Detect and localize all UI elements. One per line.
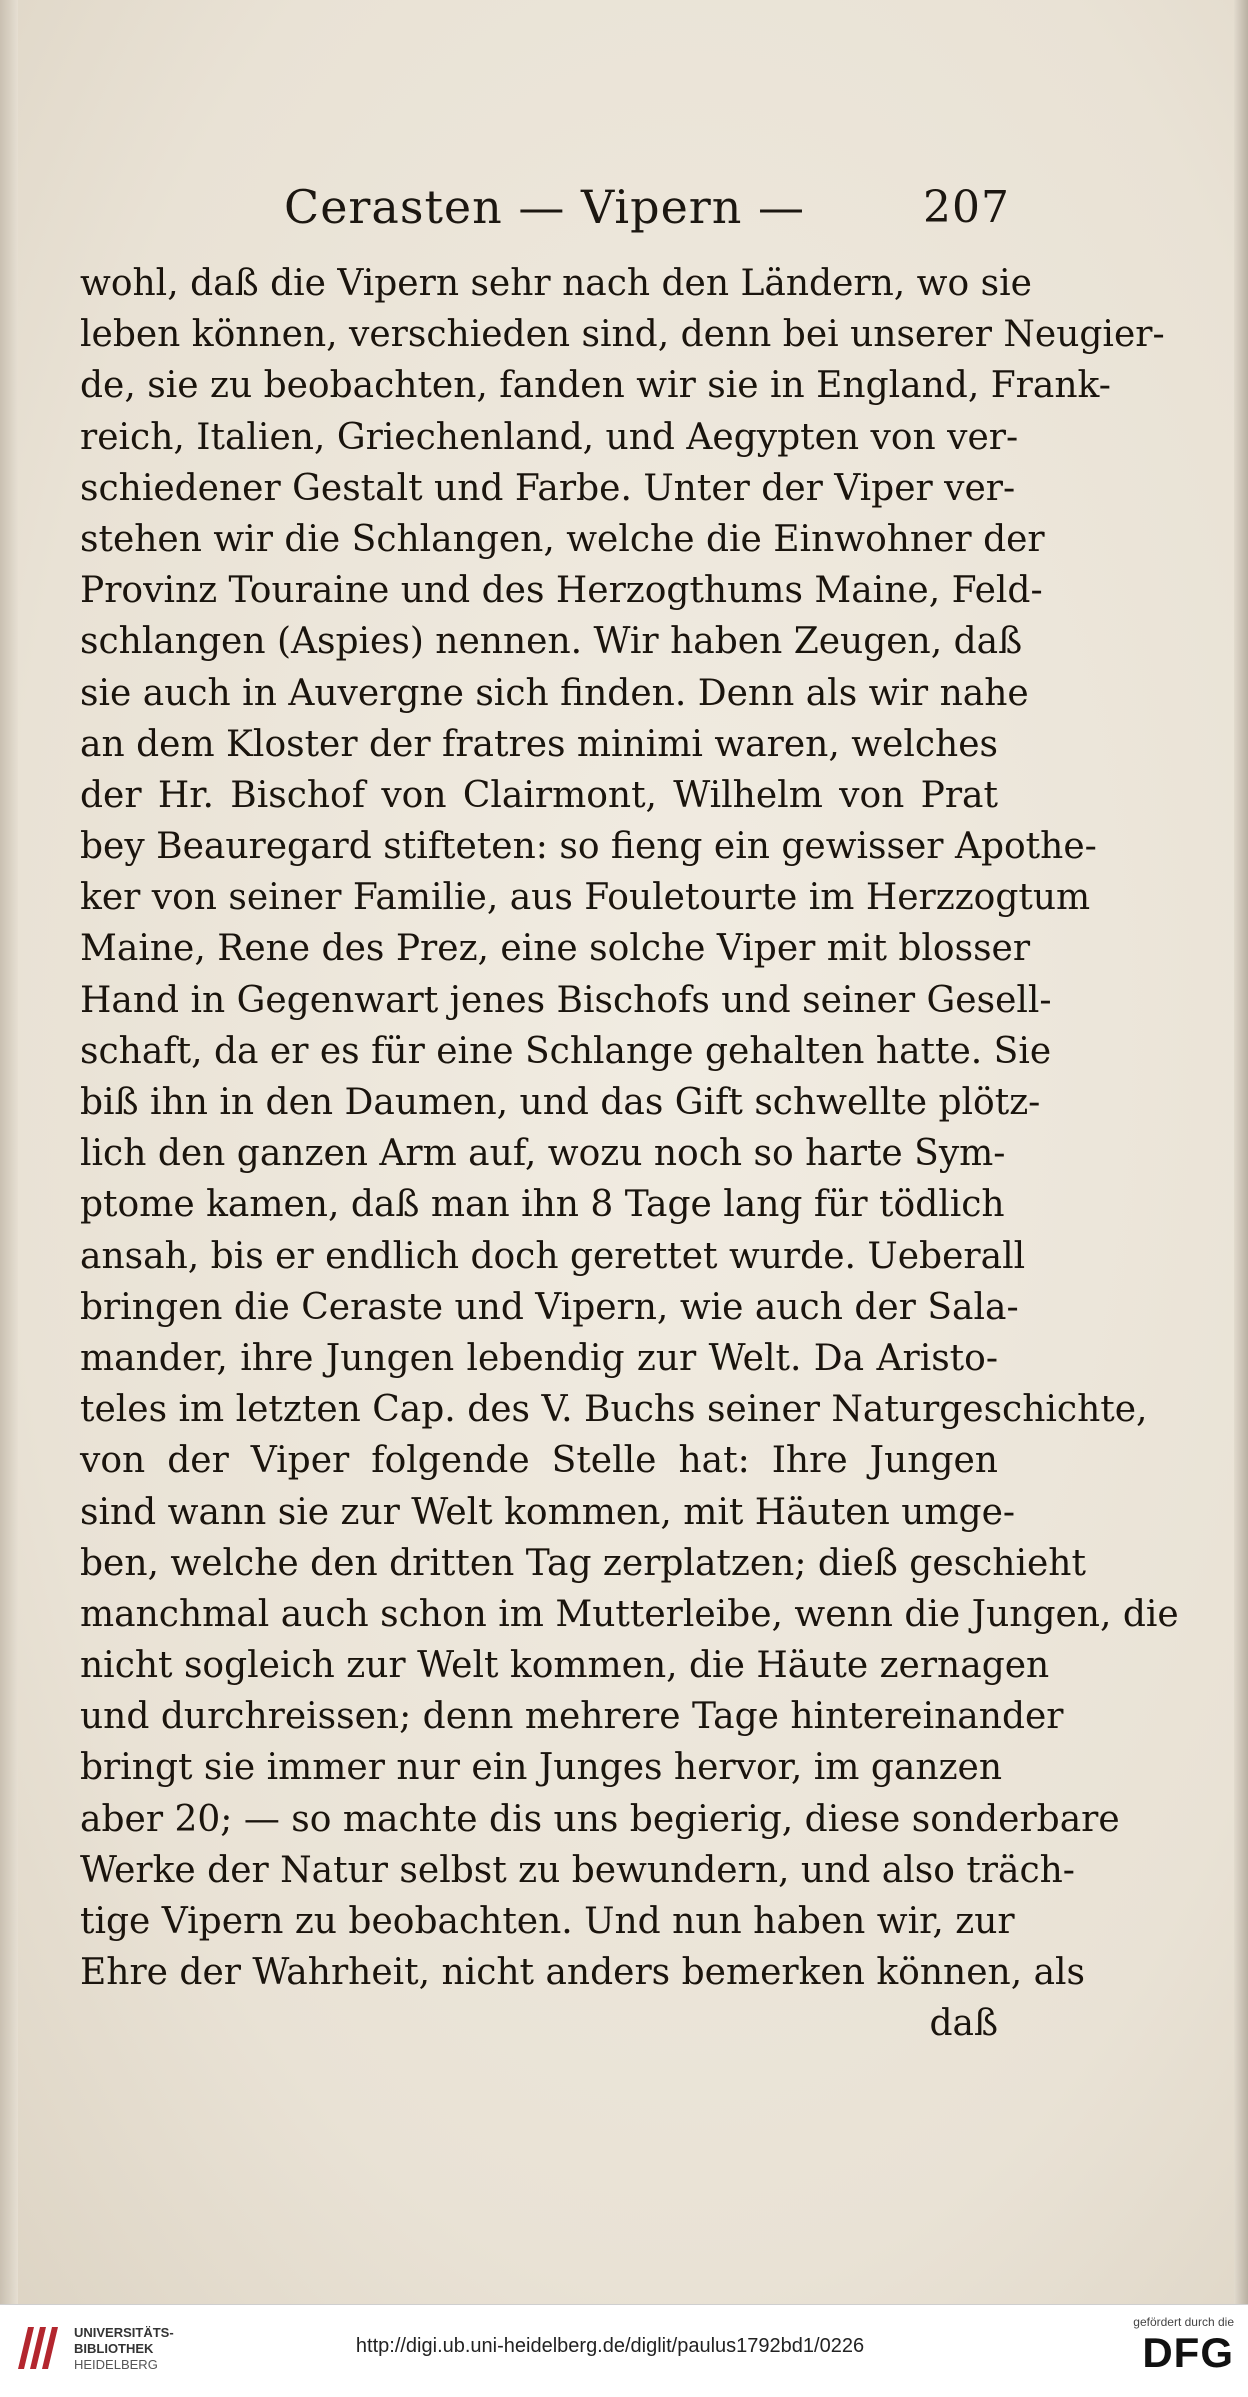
- text-line: Hand in Gegenwart jenes Bischofs und seiner Gesell-: [80, 979, 1052, 1021]
- text-line: lich den ganzen Arm auf, wozu noch so harte Sym-: [80, 1133, 1006, 1175]
- text-line: sie auch in Auvergne sich finden. Denn als wir nahe: [80, 672, 1029, 714]
- text-line: an dem Kloster der fratres minimi waren, welches: [80, 723, 998, 765]
- text-line: ben, welche den dritten Tag zerplatzen; dieß geschieht: [80, 1542, 1086, 1584]
- text-line: schaft, da er es für eine Schlange gehalten hatte. Sie: [80, 1030, 1052, 1072]
- dfg-logo[interactable]: DFG: [1142, 2329, 1234, 2376]
- text-line: biß ihn in den Daumen, und das Gift schwellte plötz-: [80, 1082, 1041, 1123]
- text-line: daß: [929, 2003, 998, 2045]
- running-head: [270, 172, 1010, 242]
- text-line: ker von seiner Familie, aus Fouletourte im Herzzogtum: [80, 877, 1091, 919]
- library-name-line: BIBLIOTHEK: [74, 2341, 154, 2356]
- text-line: Werke der Natur selbst zu bewundern, und also träch-: [80, 1849, 1075, 1891]
- text-line: Ehre der Wahrheit, nicht anders bemerken können, als: [80, 1952, 1086, 1994]
- text-line: mander, ihre Jungen lebendig zur Welt. Da Aristo-: [80, 1337, 998, 1379]
- text-line: wohl, daß die Vipern sehr nach den Ländern, wo sie: [80, 263, 1032, 304]
- text-line: nicht sogleich zur Welt kommen, die Häute zernagen: [80, 1645, 1050, 1687]
- text-line: schiedener Gestalt und Farbe. Unter der Viper ver-: [80, 467, 1016, 509]
- text-line: sind wann sie zur Welt kommen, mit Häuten umge-: [80, 1491, 1016, 1533]
- text-line: stehen wir die Schlangen, welche die Einwohner der: [80, 518, 1045, 560]
- text-line: schlangen (Aspies) nennen. Wir haben Zeugen, daß: [80, 621, 1023, 663]
- university-library-logo-icon[interactable]: [12, 2319, 62, 2379]
- running-title: Cerasten — Vipern —: [284, 180, 806, 234]
- page-right-edge: [1234, 0, 1248, 2304]
- library-name: [74, 2325, 174, 2373]
- text-line: leben können, verschieden sind, denn bei unserer Neugier-: [80, 314, 1165, 356]
- text-line: teles im letzten Cap. des V. Buchs seiner Naturgeschichte,: [80, 1389, 1148, 1431]
- page-number: 207: [923, 182, 1010, 233]
- page-left-edge: [0, 0, 18, 2304]
- text-line: reich, Italien, Griechenland, und Aegypten von ver-: [80, 416, 1019, 458]
- text-line: ansah, bis er endlich doch gerettet wurde. Ueberall: [80, 1235, 1026, 1277]
- text-line: tige Vipern zu beobachten. Und nun haben wir, zur: [80, 1901, 1015, 1942]
- text-line: aber 20; — so machte dis uns begierig, diese sonderbare: [80, 1798, 1120, 1840]
- text-line: bringt sie immer nur ein Junges hervor, im ganzen: [80, 1747, 1003, 1789]
- text-line: und durchreissen; denn mehrere Tage hintereinander: [80, 1696, 1064, 1738]
- text-line: ptome kamen, daß man ihn 8 Tage lang für tödlich: [80, 1184, 1005, 1226]
- funder: [1094, 2315, 1234, 2377]
- text-line: Provinz Touraine und des Herzogthums Maine, Feld-: [80, 570, 1043, 612]
- body-text: [80, 258, 1179, 2050]
- viewer-footer: [0, 2304, 1248, 2397]
- text-line: manchmal auch schon im Mutterleibe, wenn die Jungen, die: [80, 1593, 1179, 1635]
- library-name-line: UNIVERSITÄTS-: [74, 2325, 174, 2340]
- text-line: Maine, Rene des Prez, eine solche Viper mit blosser: [80, 928, 1031, 970]
- text-line: der Hr. Bischof von Clairmont, Wilhelm von Prat: [80, 774, 998, 816]
- text-line: de, sie zu beobachten, fanden wir sie in England, Frank-: [80, 365, 1111, 407]
- text-line: bringen die Ceraste und Vipern, wie auch der Sala-: [80, 1286, 1019, 1328]
- text-line: bey Beauregard stifteten: so fieng ein gewisser Apothe-: [80, 826, 1097, 868]
- library-city: HEIDELBERG: [74, 2357, 158, 2372]
- funded-by-label: gefördert durch die: [1133, 2315, 1234, 2329]
- text-line: von der Viper folgende Stelle hat: Ihre Jungen: [80, 1440, 998, 1482]
- document-url-link[interactable]: http://digi.ub.uni-heidelberg.de/diglit/paulus1792bd1/0226: [355, 2335, 865, 2357]
